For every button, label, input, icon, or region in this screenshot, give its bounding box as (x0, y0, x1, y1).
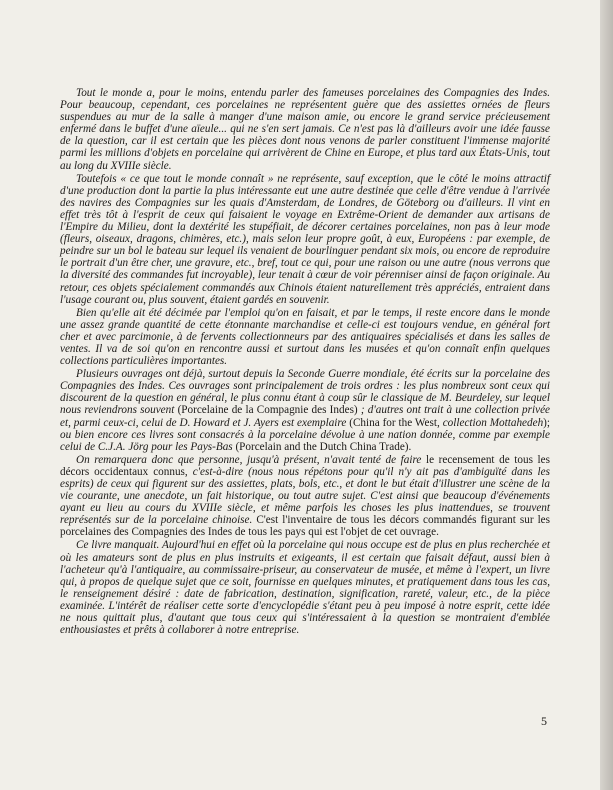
text-run: On remarquera donc que personne, jusqu'à présent, n'avait tenté de faire (76, 453, 422, 466)
text-run: Bien qu'elle ait été décimée par l'emploi qu'on en faisait, et par le temps, il reste encore dans le monde une assez grande quantité de cette étonnante marchandise et celle-ci est toujours vendue, en général fort cher et avec parcimonie, à de fervents collectionneurs par des antiquaires spécialisés et dans les salles de ventes. Il va de soi qu'on en rencontre aussi et surtout dans les musées et qu'on connaît enfin quelques collections particulières importantes. (60, 306, 550, 368)
paragraph (60, 539, 550, 636)
text-run: ou bien encore ces livres sont consacrés à la porcelaine dévolue à une nation donnée, comme par exemple celui de C.J.A. Jörg pour les Pays-Bas (60, 428, 550, 453)
text-run: (Porcelain and the Dutch China Trade). (235, 440, 412, 453)
paragraph (60, 454, 550, 539)
text-run: C'est l'inventaire de tous les décors commandés figurant sur les porcelaines des Compagnies des Indes de tous les pays qui est l'objet de cet ouvrage. (60, 514, 551, 539)
paragraph (60, 368, 550, 453)
page-number: 5 (541, 714, 547, 728)
text-run: (Porcelaine de la Compagnie des Indes) (177, 404, 358, 417)
text-run: (China for the West, (349, 416, 443, 429)
text-run: Plusieurs ouvrages ont déjà, surtout depuis la Seconde Guerre mondiale, été écrits sur la porcelaine des Compagnies des Indes. Ces ouvrages sont principalement de trois ordres : les plus nombreux sont ceux qui discourent de la question en général, le plus connu étant à coup sûr le classique de M. Beurdeley, sur lequel nous reviendrons souvent (60, 368, 550, 417)
text-run: Tout le monde a, pour le moins, entendu parler des fameuses porcelaines des Compagnies des Indes. Pour beaucoup, cependant, ces porcelaines ne représentent guère que des assiettes ornées de fleurs suspendues au mur de la salle à manger d'une maison amie, ou encore le grand service précieusement enfermé dans le buffet d'une aïeule... qui ne s'en sert jamais. Ce n'est pas là d'ailleurs avoir une idée fausse de la question, car il est certain que les pièces dont nous venons de parler constituent l'immense majorité parmi les millions d'objets en porcelaine qui arrivèrent de Chine en Europe, et plus tard aux États-Unis, tout au long du XVIIIe siècle. (60, 87, 550, 172)
paragraph (60, 173, 550, 306)
text-run: Toutefois « ce que tout le monde connaît » ne représente, sauf exception, que le côté le moins attractif d'une production dont la partie la plus intéressante eut une autre destinée que celle d'être vendue à l'arrivée des navires des Compagnies sur les quais d'Amsterdam, de Londres, de Göteborg ou d'ailleurs. Il vint en effet très tôt à l'esprit de ceux qui faisaient le voyage en Extrême-Orient de demander aux artisans de l'Empire du Milieu, dont la dextérité les stupéfiait, de décorer certaines porcelaines, non pas à leur mode (fleurs, oiseaux, dragons, chimères, etc.), mais selon leur propre goût, à eux, Européens : par exemple, de peindre sur un bol le bateau sur lequel ils venaient de bourlinguer pendant six mois, ou encore de reproduire le portrait d'un être cher, une gravure, etc., bref, tout ce qui, pour une raison ou une autre (nous verrons que la diversité des commandes fut incroyable), leur tenait à cœur de voir pérenniser ainsi de façon originale. Au retour, ces objets spécialement commandés aux Chinois étaient naturellement très appréciés, entraient dans l'usage courant ou, plus souvent, étaient gardés en souvenir. (60, 172, 550, 306)
text-run: ; d'autres ont trait à une collection privée et, parmi ceux-ci, celui de D. Howard et J. Ayers est exemplaire (60, 404, 550, 429)
page-edge (600, 0, 613, 790)
text-run: Ce livre manquait. Aujourd'hui en effet où la porcelaine qui nous occupe est de plus en plus recherchée et où les amateurs sont de plus en plus instruits et exigeants, il est certain que faisait défaut, aussi bien à l'acheteur qu'à l'antiquaire, au commissaire-priseur, au conservateur de musée, et même à l'expert, un livre qui, à propos de quelque sujet que ce soit, fournisse en quelques minutes, et pratiquement dans tous les cas, le renseignement désiré : date de fabrication, destination, signification, rareté, valeur, etc., de la pièce examinée. L'intérêt de réaliser cette sorte d'encyclopédie s'étant peu à peu imposé à notre esprit, cette idée ne nous quittait plus, d'autant que tous ceux qui s'intéressaient à la question se montraient d'emblée enthousiastes et prêts à collaborer à notre entreprise. (60, 539, 550, 637)
text-run: ); (543, 416, 551, 429)
paragraph (60, 87, 550, 172)
body-text (60, 87, 550, 637)
paragraph (60, 307, 550, 367)
text-run: collection Mottahedeh (442, 416, 544, 429)
text-run: le recensement de tous les décors occidentaux connus, (60, 453, 550, 478)
text-run: c'est-à-dire (nous nous répétons pour qu'il n'y ait pas d'ambiguïté dans les esprits) de ceux qui figurent sur des assiettes, plats, bols, etc., et dont le but était d'illustrer une scène de la vie courante, une anecdote, un fait historique, ou tout autre sujet. C'est ainsi que beaucoup d'événements ayant eu lieu au cours du XVIIIe siècle, et même parfois les choses les plus inattendues, se trouvent représentés sur de la porcelaine chinoise. (60, 465, 550, 527)
